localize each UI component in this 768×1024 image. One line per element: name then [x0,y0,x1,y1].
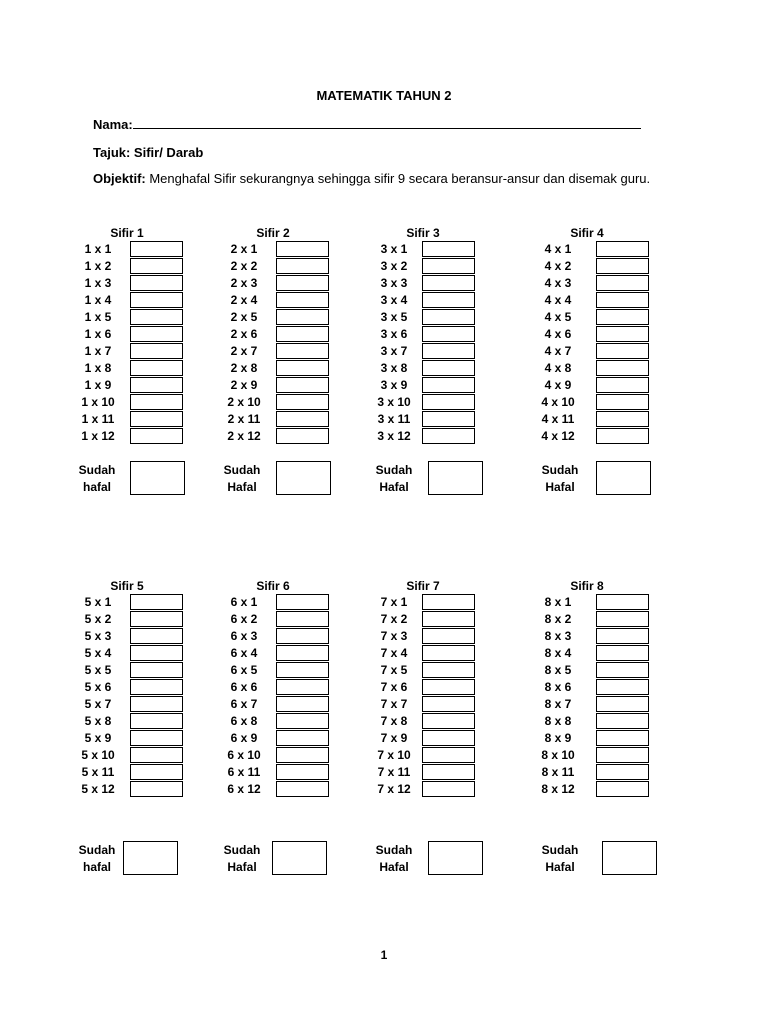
sudah-hafal-label [530,462,590,496]
answer-box[interactable] [130,594,183,610]
answer-box[interactable] [276,713,329,729]
multiplication-label: 1 x 9 [84,378,112,392]
answer-box[interactable] [276,662,329,678]
answer-box[interactable] [596,628,649,644]
multiplication-label: 7 x 10 [377,748,411,762]
answer-box[interactable] [422,611,475,627]
multiplication-label: 2 x 8 [230,361,258,375]
answer-box[interactable] [130,696,183,712]
sudah-hafal-line: hafal [82,860,111,874]
sudah-hafal-checkbox[interactable] [428,841,483,875]
answer-box[interactable] [276,611,329,627]
answer-box[interactable] [130,258,183,274]
multiplication-label: 7 x 7 [380,697,408,711]
multiplication-label: 3 x 6 [380,327,408,341]
sudah-hafal-label [364,462,424,496]
sudah-hafal-line: Sudah [78,843,116,857]
answer-box[interactable] [596,309,649,325]
answer-box[interactable] [422,309,475,325]
answer-box[interactable] [422,377,475,393]
answer-box[interactable] [276,343,329,359]
multiplication-label: 7 x 1 [380,595,408,609]
sudah-hafal-label [212,842,272,876]
sudah-hafal-label [530,842,590,876]
answer-box[interactable] [276,326,329,342]
multiplication-label: 6 x 5 [230,663,258,677]
multiplication-label: 1 x 2 [84,259,112,273]
multiplication-label: 2 x 7 [230,344,258,358]
multiplication-label: 6 x 3 [230,629,258,643]
multiplication-label: 1 x 12 [81,429,115,443]
multiplication-label: 3 x 2 [380,259,408,273]
multiplication-label: 4 x 1 [544,242,572,256]
answer-box[interactable] [276,360,329,376]
answer-box[interactable] [596,275,649,291]
answer-box[interactable] [422,292,475,308]
multiplication-label: 2 x 5 [230,310,258,324]
multiplication-label: 8 x 6 [544,680,572,694]
answer-box[interactable] [422,594,475,610]
multiplication-label: 4 x 11 [541,412,575,426]
answer-box[interactable] [130,611,183,627]
multiplication-label: 4 x 10 [541,395,575,409]
multiplication-label: 5 x 11 [81,765,115,779]
answer-box[interactable] [276,645,329,661]
answer-box[interactable] [422,713,475,729]
sudah-hafal-line: Hafal [379,480,409,494]
answer-box[interactable] [422,275,475,291]
multiplication-label: 2 x 11 [227,412,261,426]
sudah-hafal-checkbox[interactable] [272,841,327,875]
multiplication-label: 7 x 9 [380,731,408,745]
answer-box[interactable] [596,730,649,746]
sifir-heading: Sifir 5 [110,579,144,593]
multiplication-label: 4 x 12 [541,429,575,443]
multiplication-label: 4 x 8 [544,361,572,375]
answer-box[interactable] [276,747,329,763]
answer-box[interactable] [130,428,183,444]
answer-box[interactable] [130,292,183,308]
multiplication-label: 1 x 6 [84,327,112,341]
multiplication-label: 7 x 5 [380,663,408,677]
multiplication-label: 4 x 7 [544,344,572,358]
multiplication-label: 4 x 2 [544,259,572,273]
sudah-hafal-line: Sudah [78,463,116,477]
sudah-hafal-line: Sudah [375,843,413,857]
answer-box[interactable] [130,747,183,763]
answer-box[interactable] [276,781,329,797]
multiplication-label: 8 x 4 [544,646,572,660]
multiplication-label: 3 x 5 [380,310,408,324]
multiplication-label: 5 x 1 [84,595,112,609]
answer-box[interactable] [422,781,475,797]
multiplication-label: 3 x 12 [377,429,411,443]
answer-box[interactable] [276,394,329,410]
multiplication-label: 2 x 4 [230,293,258,307]
answer-box[interactable] [422,764,475,780]
page-title: MATEMATIK TAHUN 2 [316,88,452,103]
answer-box[interactable] [596,713,649,729]
multiplication-label: 2 x 6 [230,327,258,341]
multiplication-label: 1 x 10 [81,395,115,409]
multiplication-label: 7 x 12 [377,782,411,796]
multiplication-label: 8 x 2 [544,612,572,626]
answer-box[interactable] [422,696,475,712]
objektif-line [93,171,650,186]
sifir-heading: Sifir 8 [570,579,604,593]
answer-box[interactable] [422,343,475,359]
answer-box[interactable] [596,292,649,308]
sudah-hafal-line: Sudah [541,843,579,857]
multiplication-label: 4 x 3 [544,276,572,290]
answer-box[interactable] [596,343,649,359]
sudah-hafal-label [212,462,272,496]
answer-box[interactable] [596,411,649,427]
answer-box[interactable] [596,611,649,627]
multiplication-label: 8 x 7 [544,697,572,711]
answer-box[interactable] [422,628,475,644]
page-number: 1 [380,948,388,962]
multiplication-label: 1 x 4 [84,293,112,307]
answer-box[interactable] [422,360,475,376]
answer-box[interactable] [130,781,183,797]
answer-box[interactable] [596,645,649,661]
answer-box[interactable] [130,309,183,325]
nama-line [93,116,641,132]
answer-box[interactable] [596,594,649,610]
answer-box[interactable] [276,594,329,610]
tajuk-line: Tajuk: Sifir/ Darab [93,145,204,160]
multiplication-label: 5 x 8 [84,714,112,728]
answer-box[interactable] [130,679,183,695]
multiplication-label: 8 x 11 [541,765,575,779]
answer-box[interactable] [596,696,649,712]
multiplication-label: 6 x 7 [230,697,258,711]
multiplication-label: 5 x 3 [84,629,112,643]
multiplication-label: 3 x 11 [377,412,411,426]
multiplication-label: 8 x 5 [544,663,572,677]
sudah-hafal-line: Hafal [379,860,409,874]
sudah-hafal-checkbox[interactable] [602,841,657,875]
multiplication-label: 2 x 9 [230,378,258,392]
multiplication-label: 8 x 8 [544,714,572,728]
answer-box[interactable] [422,241,475,257]
multiplication-label: 4 x 4 [544,293,572,307]
answer-box[interactable] [422,428,475,444]
multiplication-label: 4 x 6 [544,327,572,341]
multiplication-label: 2 x 1 [230,242,258,256]
multiplication-label: 1 x 5 [84,310,112,324]
answer-box[interactable] [276,377,329,393]
multiplication-label: 2 x 10 [227,395,261,409]
multiplication-label: 1 x 8 [84,361,112,375]
answer-box[interactable] [130,662,183,678]
multiplication-label: 5 x 9 [84,731,112,745]
answer-box[interactable] [130,628,183,644]
sudah-hafal-checkbox[interactable] [596,461,651,495]
multiplication-label: 1 x 3 [84,276,112,290]
answer-box[interactable] [276,411,329,427]
sudah-hafal-line: Hafal [227,480,257,494]
answer-box[interactable] [422,662,475,678]
answer-box[interactable] [596,428,649,444]
multiplication-label: 6 x 11 [227,765,261,779]
answer-box[interactable] [422,679,475,695]
answer-box[interactable] [130,275,183,291]
multiplication-label: 7 x 6 [380,680,408,694]
multiplication-label: 1 x 1 [84,242,112,256]
multiplication-label: 8 x 1 [544,595,572,609]
sifir-heading: Sifir 4 [570,226,604,240]
sudah-hafal-line: Hafal [545,860,575,874]
multiplication-label: 6 x 10 [227,748,261,762]
answer-box[interactable] [422,645,475,661]
answer-box[interactable] [130,730,183,746]
multiplication-label: 8 x 10 [541,748,575,762]
answer-box[interactable] [422,747,475,763]
answer-box[interactable] [596,747,649,763]
multiplication-label: 6 x 2 [230,612,258,626]
sudah-hafal-line: hafal [82,480,111,494]
multiplication-label: 6 x 9 [230,731,258,745]
answer-box[interactable] [130,645,183,661]
answer-box[interactable] [422,394,475,410]
multiplication-label: 3 x 10 [377,395,411,409]
multiplication-label: 4 x 9 [544,378,572,392]
multiplication-label: 8 x 12 [541,782,575,796]
multiplication-label: 5 x 5 [84,663,112,677]
multiplication-label: 7 x 4 [380,646,408,660]
multiplication-label: 1 x 7 [84,344,112,358]
multiplication-label: 5 x 4 [84,646,112,660]
sudah-hafal-line: Hafal [545,480,575,494]
answer-box[interactable] [276,764,329,780]
answer-box[interactable] [130,326,183,342]
answer-box[interactable] [130,343,183,359]
multiplication-label: 8 x 9 [544,731,572,745]
objektif-text: Menghafal Sifir sekurangnya sehingga sifir 9 secara beransur-ansur dan disemak guru. [145,171,651,186]
sudah-hafal-checkbox[interactable] [123,841,178,875]
multiplication-label: 3 x 8 [380,361,408,375]
sifir-heading: Sifir 1 [110,226,144,240]
answer-box[interactable] [596,360,649,376]
answer-box[interactable] [596,781,649,797]
multiplication-label: 5 x 10 [81,748,115,762]
answer-box[interactable] [596,326,649,342]
multiplication-label: 6 x 8 [230,714,258,728]
answer-box[interactable] [130,764,183,780]
sudah-hafal-line: Sudah [375,463,413,477]
answer-box[interactable] [276,428,329,444]
sifir-heading: Sifir 2 [256,226,290,240]
answer-box[interactable] [596,241,649,257]
answer-box[interactable] [596,377,649,393]
answer-box[interactable] [276,628,329,644]
sudah-hafal-checkbox[interactable] [428,461,483,495]
answer-box[interactable] [276,679,329,695]
answer-box[interactable] [276,309,329,325]
multiplication-label: 2 x 12 [227,429,261,443]
answer-box[interactable] [276,275,329,291]
multiplication-label: 5 x 7 [84,697,112,711]
multiplication-label: 1 x 11 [81,412,115,426]
sudah-hafal-line: Sudah [223,463,261,477]
multiplication-label: 3 x 7 [380,344,408,358]
answer-box[interactable] [276,241,329,257]
answer-box[interactable] [130,360,183,376]
multiplication-label: 7 x 11 [377,765,411,779]
multiplication-label: 2 x 2 [230,259,258,273]
sudah-hafal-label [67,462,127,496]
multiplication-label: 5 x 6 [84,680,112,694]
sudah-hafal-line: Hafal [227,860,257,874]
answer-box[interactable] [130,241,183,257]
sifir-heading: Sifir 6 [256,579,290,593]
multiplication-label: 4 x 5 [544,310,572,324]
answer-box[interactable] [596,394,649,410]
answer-box[interactable] [422,730,475,746]
multiplication-label: 6 x 4 [230,646,258,660]
multiplication-label: 3 x 9 [380,378,408,392]
answer-box[interactable] [130,713,183,729]
answer-box[interactable] [130,377,183,393]
objektif-label: Objektif: [93,171,146,186]
answer-box[interactable] [276,696,329,712]
answer-box[interactable] [422,411,475,427]
multiplication-label: 6 x 6 [230,680,258,694]
sudah-hafal-label [67,842,127,876]
nama-field[interactable] [133,116,641,129]
multiplication-label: 7 x 3 [380,629,408,643]
answer-box[interactable] [276,258,329,274]
multiplication-label: 7 x 2 [380,612,408,626]
multiplication-label: 2 x 3 [230,276,258,290]
sifir-heading: Sifir 3 [406,226,440,240]
multiplication-label: 5 x 12 [81,782,115,796]
multiplication-label: 6 x 12 [227,782,261,796]
multiplication-label: 3 x 4 [380,293,408,307]
multiplication-label: 3 x 3 [380,276,408,290]
multiplication-label: 6 x 1 [230,595,258,609]
answer-box[interactable] [422,258,475,274]
nama-label: Nama: [93,117,133,132]
answer-box[interactable] [276,730,329,746]
multiplication-label: 3 x 1 [380,242,408,256]
answer-box[interactable] [276,292,329,308]
sudah-hafal-checkbox[interactable] [130,461,185,495]
sudah-hafal-line: Sudah [223,843,261,857]
sudah-hafal-checkbox[interactable] [276,461,331,495]
answer-box[interactable] [130,411,183,427]
answer-box[interactable] [596,764,649,780]
answer-box[interactable] [596,679,649,695]
answer-box[interactable] [596,258,649,274]
answer-box[interactable] [596,662,649,678]
answer-box[interactable] [130,394,183,410]
answer-box[interactable] [422,326,475,342]
sudah-hafal-line: Sudah [541,463,579,477]
sifir-heading: Sifir 7 [406,579,440,593]
multiplication-label: 7 x 8 [380,714,408,728]
sudah-hafal-label [364,842,424,876]
multiplication-label: 5 x 2 [84,612,112,626]
multiplication-label: 8 x 3 [544,629,572,643]
